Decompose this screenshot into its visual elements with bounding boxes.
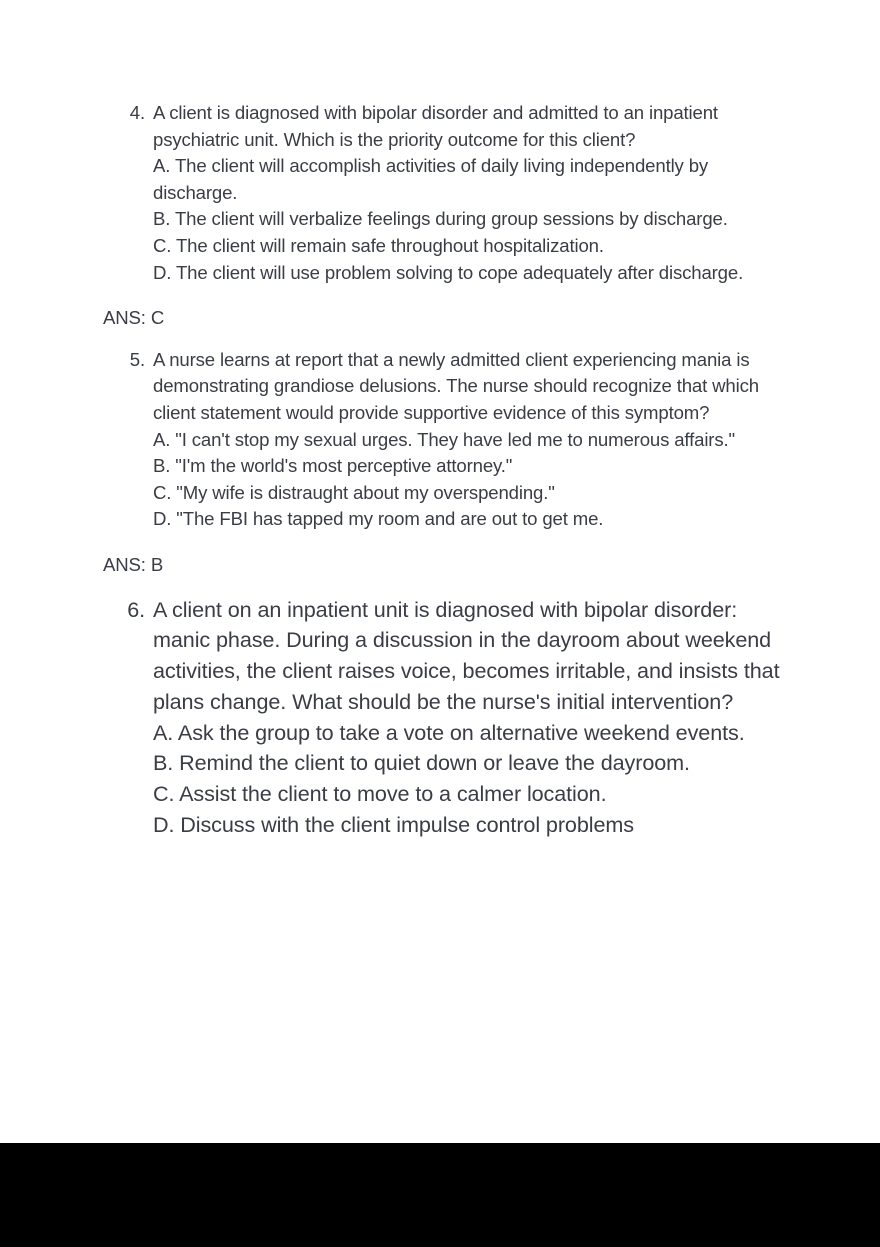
- option-d: D. The client will use problem solving to cope adequately after discharge.: [153, 261, 744, 283]
- question-body-4: [153, 100, 793, 286]
- option-a: A. "I can't stop my sexual urges. They have led me to numerous affairs.": [153, 428, 735, 450]
- question-block-4: [103, 100, 793, 286]
- answer-line-4: ANS: C: [103, 307, 165, 329]
- option-b: B. Remind the client to quiet down or leave the dayroom.: [153, 750, 690, 776]
- question-stem-6: A client on an inpatient unit is diagnosed with bipolar disorder: manic phase. During a discussion in the dayroom about weekend activities, the client raises voice, becomes irritable, and insists that plans change. What should be the nurse's initial intervention?: [153, 596, 780, 714]
- option-c: C. Assist the client to move to a calmer location.: [153, 781, 607, 807]
- option-b: B. The client will verbalize feelings during group sessions by discharge.: [153, 208, 728, 230]
- question-stem-5: A nurse learns at report that a newly admitted client experiencing mania is demonstrating grandiose delusions. The nurse should recognize that which client statement would provide supportive evidence of this symptom?: [153, 348, 759, 423]
- question-options-6: [153, 718, 793, 841]
- question-body-6: [153, 595, 793, 841]
- question-body-5: [153, 347, 793, 533]
- spacer: [103, 533, 793, 552]
- page-footer-bar: [0, 1143, 880, 1247]
- option-d: D. "The FBI has tapped my room and are out to get me.: [153, 508, 604, 530]
- spacer: [103, 332, 793, 347]
- option-a: A. Ask the group to take a vote on alternative weekend events.: [153, 719, 745, 745]
- question-number-4: 4.: [129, 102, 145, 123]
- question-stem-4: A client is diagnosed with bipolar disorder and admitted to an inpatient psychiatric unit. Which is the priority outcome for this client?: [153, 102, 718, 150]
- option-a: A. The client will accomplish activities of daily living independently by discharge.: [153, 155, 709, 203]
- spacer: [103, 286, 793, 305]
- option-c: C. "My wife is distraught about my overspending.": [153, 481, 555, 503]
- document-content: [103, 100, 793, 841]
- question-block-5: [103, 347, 793, 533]
- question-options-4: [153, 153, 793, 286]
- option-b: B. "I'm the world's most perceptive attorney.": [153, 455, 513, 477]
- question-number-5: 5.: [129, 348, 145, 370]
- question-number-6: 6.: [127, 596, 145, 622]
- answer-line-5: ANS: B: [103, 553, 164, 575]
- option-c: C. The client will remain safe throughout hospitalization.: [153, 234, 604, 256]
- option-d: D. Discuss with the client impulse control problems: [153, 812, 634, 838]
- question-options-5: [153, 427, 793, 533]
- question-block-6: [103, 595, 793, 841]
- spacer: [103, 579, 793, 595]
